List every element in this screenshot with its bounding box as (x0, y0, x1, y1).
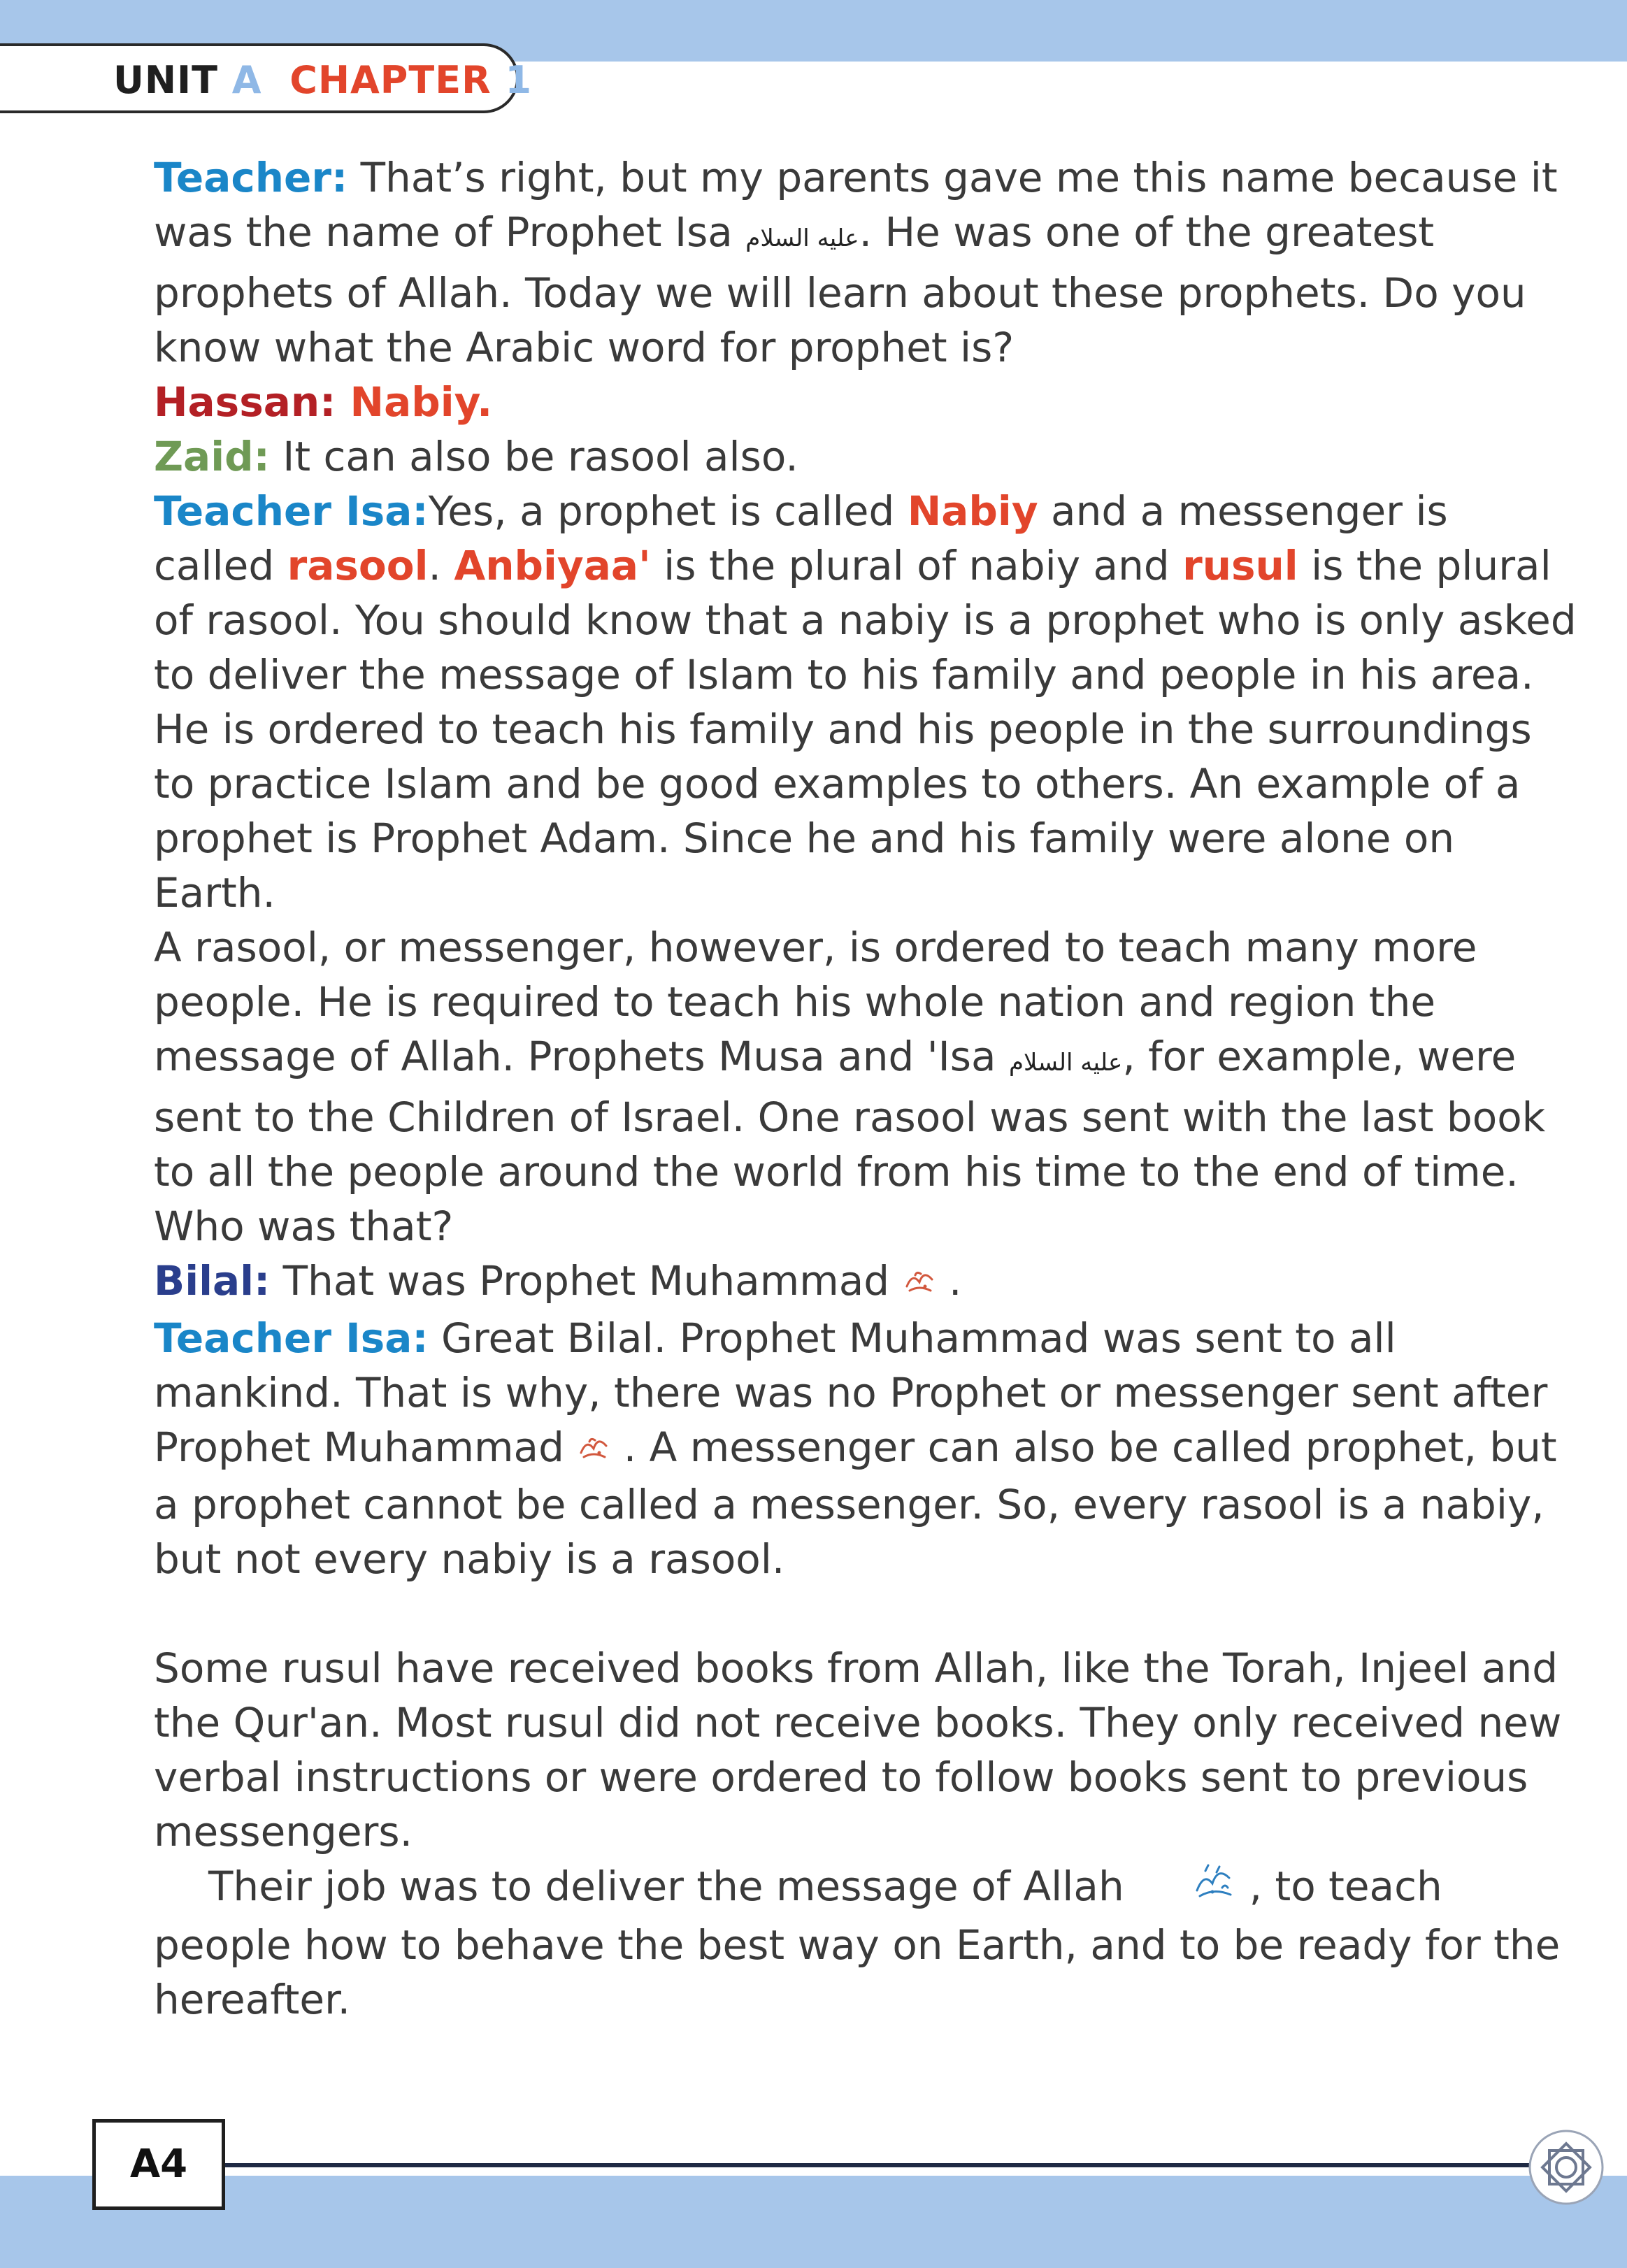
dialogue-bilal: Bilal: That was Prophet Muhammad . (154, 1254, 1580, 1311)
paragraph-gap (154, 1586, 1580, 1641)
ornament-rosette-icon (1524, 2125, 1608, 2209)
chapter-label: CHAPTER (289, 58, 492, 102)
paragraph-rasool: A rasool, or messenger, however, is ordered to teach many more people. He is required to teach his whole nation and region the message of Allah. Prophets Musa and 'Isa عليه السلام, for example, were sent to the Children of Israel. One rasool was sent with the last book to all the people around the world from his time to the end of time. Who was that? (154, 924, 1546, 1250)
keyword-rasool: rasool (287, 542, 429, 589)
dialogue-zaid: Zaid: It can also be rasool also. (154, 433, 798, 480)
chapter-header (113, 56, 532, 105)
unit-label: UNIT (113, 58, 218, 102)
arabic-peace-text: عليه السلام (745, 224, 859, 252)
paragraph-books: Some rusul have received books from Allah, like the Torah, Injeel and the Qur'an. Most rusul did not receive books. They only received new verbal instructions or were ordered to follow books sent to previous messengers. (154, 1644, 1562, 1856)
dialogue-teacher-3: Teacher Isa: Great Bilal. Prophet Muhammad was sent to all mankind. That is why, there was no Prophet or messenger sent after Prophet Muhammad . A messenger can also be called prophet, but a prophet cannot be called a messenger. So, every rasool is a nabiy, but not every nabiy is a rasool. (154, 1314, 1557, 1583)
arabic-peace-text: عليه السلام (1008, 1049, 1123, 1077)
speaker-teacher-isa: Teacher Isa: (154, 1314, 429, 1362)
footer-rule (224, 2163, 1545, 2167)
keyword-nabiy: Nabiy (907, 487, 1038, 535)
subhanahu-calligraphy-icon (1137, 1860, 1236, 1918)
dialogue-teacher-2: Teacher Isa:Yes, a prophet is called Nabiy and a messenger is called rasool. Anbiyaa' is the plural of nabiy and rusul is the plural of rasool. You should know that a nabiy is a prophet who is only asked to deliver the message of Islam to his family and people in his area. He is ordered to teach his family and his people in the surroundings to practice Islam and be good examples to others. An example of a prophet is Prophet Adam. Since he and his family were alone on Earth. (154, 487, 1577, 917)
dialogue-teacher-1: Teacher: That’s right, but my parents gave me this name because it was the name of Prophet Isa عليه السلام. He was one of the greatest prophets of Allah. Today we will learn about these prophets. Do you know what the Arabic word for prophet is? (154, 154, 1558, 371)
bottom-color-band (0, 2176, 1627, 2268)
lesson-text (154, 150, 1580, 2027)
dialogue-hassan (154, 375, 1580, 429)
speaker-teacher-isa: Teacher Isa: (154, 487, 429, 535)
paragraph-job: Their job was to deliver the message of Allah , to teach people how to behave the best way on Earth, and to be ready for the hereafter. (154, 1859, 1580, 2027)
unit-letter: A (231, 58, 262, 102)
keyword-rusul: rusul (1182, 542, 1298, 589)
speaker-teacher: Teacher: (154, 154, 348, 201)
speaker-zaid: Zaid: (154, 433, 270, 480)
page-number: A4 (92, 2119, 225, 2210)
chapter-number: 1 (505, 58, 533, 102)
speaker-bilal: Bilal: (154, 1257, 271, 1305)
hassan-answer: Nabiy. (336, 378, 493, 426)
speaker-hassan: Hassan: (154, 378, 336, 426)
salawat-calligraphy-icon (577, 1423, 610, 1477)
keyword-anbiyaa: Anbiyaa' (454, 542, 651, 589)
salawat-calligraphy-icon (903, 1256, 936, 1311)
